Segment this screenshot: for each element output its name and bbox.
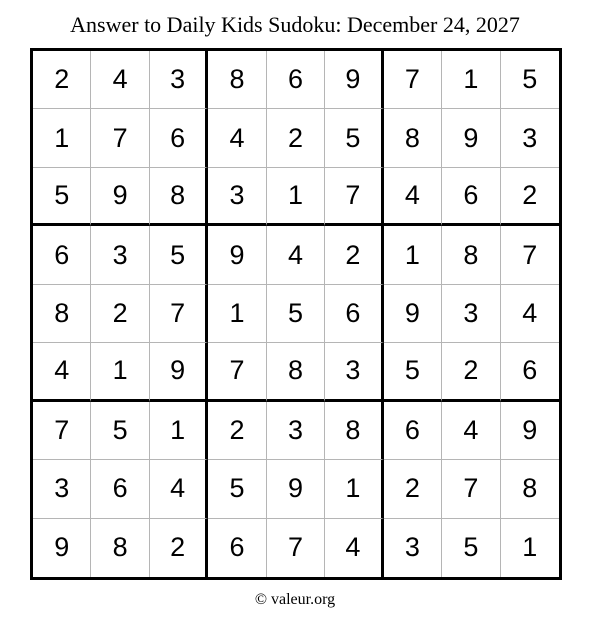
sudoku-cell: 6 bbox=[384, 402, 442, 460]
sudoku-cell: 6 bbox=[91, 460, 149, 518]
sudoku-cell: 2 bbox=[208, 402, 266, 460]
sudoku-cell: 4 bbox=[33, 343, 91, 401]
sudoku-cell: 5 bbox=[384, 343, 442, 401]
sudoku-cell: 5 bbox=[208, 460, 266, 518]
sudoku-cell: 1 bbox=[325, 460, 383, 518]
sudoku-cell: 7 bbox=[384, 51, 442, 109]
sudoku-cell: 1 bbox=[442, 51, 500, 109]
sudoku-cell: 1 bbox=[208, 285, 266, 343]
sudoku-cell: 4 bbox=[501, 285, 559, 343]
sudoku-cell: 9 bbox=[325, 51, 383, 109]
sudoku-cell: 4 bbox=[325, 519, 383, 577]
sudoku-cell: 7 bbox=[208, 343, 266, 401]
sudoku-cell: 5 bbox=[501, 51, 559, 109]
sudoku-cell: 9 bbox=[33, 519, 91, 577]
sudoku-cell: 9 bbox=[91, 168, 149, 226]
sudoku-cell: 3 bbox=[442, 285, 500, 343]
sudoku-cell: 3 bbox=[501, 109, 559, 167]
sudoku-cell: 8 bbox=[325, 402, 383, 460]
sudoku-cell: 9 bbox=[501, 402, 559, 460]
sudoku-cell: 6 bbox=[267, 51, 325, 109]
sudoku-cell: 1 bbox=[267, 168, 325, 226]
sudoku-cell: 2 bbox=[150, 519, 208, 577]
sudoku-cell: 2 bbox=[325, 226, 383, 284]
sudoku-cell: 5 bbox=[91, 402, 149, 460]
sudoku-cell: 5 bbox=[33, 168, 91, 226]
sudoku-cell: 5 bbox=[150, 226, 208, 284]
sudoku-cell: 7 bbox=[501, 226, 559, 284]
sudoku-cell: 5 bbox=[442, 519, 500, 577]
sudoku-cell: 8 bbox=[208, 51, 266, 109]
sudoku-cell: 3 bbox=[208, 168, 266, 226]
sudoku-cell: 8 bbox=[91, 519, 149, 577]
sudoku-cell: 6 bbox=[33, 226, 91, 284]
sudoku-cell: 2 bbox=[442, 343, 500, 401]
sudoku-cell: 4 bbox=[91, 51, 149, 109]
sudoku-cell: 4 bbox=[208, 109, 266, 167]
sudoku-cell: 4 bbox=[384, 168, 442, 226]
sudoku-cell: 4 bbox=[150, 460, 208, 518]
sudoku-cell: 9 bbox=[442, 109, 500, 167]
sudoku-cell: 7 bbox=[150, 285, 208, 343]
sudoku-cell: 6 bbox=[325, 285, 383, 343]
sudoku-cell: 2 bbox=[267, 109, 325, 167]
sudoku-cell: 4 bbox=[267, 226, 325, 284]
sudoku-cell: 5 bbox=[325, 109, 383, 167]
sudoku-cell: 3 bbox=[325, 343, 383, 401]
sudoku-cell: 6 bbox=[501, 343, 559, 401]
sudoku-cell: 2 bbox=[501, 168, 559, 226]
sudoku-cell: 9 bbox=[384, 285, 442, 343]
sudoku-cell: 3 bbox=[33, 460, 91, 518]
sudoku-board bbox=[30, 48, 562, 580]
sudoku-cell: 6 bbox=[442, 168, 500, 226]
sudoku-cell: 2 bbox=[91, 285, 149, 343]
sudoku-cell: 6 bbox=[150, 109, 208, 167]
sudoku-cell: 7 bbox=[91, 109, 149, 167]
sudoku-cell: 9 bbox=[267, 460, 325, 518]
sudoku-cell: 8 bbox=[501, 460, 559, 518]
sudoku-cell: 5 bbox=[267, 285, 325, 343]
copyright-footer: © valeur.org bbox=[254, 591, 336, 608]
sudoku-cell: 9 bbox=[208, 226, 266, 284]
sudoku-cell: 7 bbox=[442, 460, 500, 518]
sudoku-cell: 1 bbox=[522, 532, 538, 563]
sudoku-cell: 4 bbox=[442, 402, 500, 460]
sudoku-cell: 3 bbox=[150, 51, 208, 109]
sudoku-cell: 3 bbox=[384, 519, 442, 577]
sudoku-cell: 8 bbox=[33, 285, 91, 343]
sudoku-cell: 3 bbox=[91, 226, 149, 284]
sudoku-cell: 6 bbox=[208, 519, 266, 577]
sudoku-cell: 8 bbox=[384, 109, 442, 167]
sudoku-cell: 9 bbox=[150, 343, 208, 401]
sudoku-cell: 8 bbox=[442, 226, 500, 284]
sudoku-cell: 1 bbox=[91, 343, 149, 401]
sudoku-cell: 2 bbox=[384, 460, 442, 518]
sudoku-cell: 8 bbox=[150, 168, 208, 226]
sudoku-cell: 7 bbox=[325, 168, 383, 226]
sudoku-cell: 1 bbox=[33, 109, 91, 167]
sudoku-cell: 1 bbox=[384, 226, 442, 284]
sudoku-cell: 3 bbox=[267, 402, 325, 460]
sudoku-cell: 1 bbox=[150, 402, 208, 460]
sudoku-cell: 2 bbox=[33, 51, 91, 109]
sudoku-cell: 8 bbox=[267, 343, 325, 401]
page-title: Answer to Daily Kids Sudoku: December 24, 2027 bbox=[70, 12, 520, 37]
sudoku-cell: 7 bbox=[267, 519, 325, 577]
sudoku-cell: 7 bbox=[33, 402, 91, 460]
